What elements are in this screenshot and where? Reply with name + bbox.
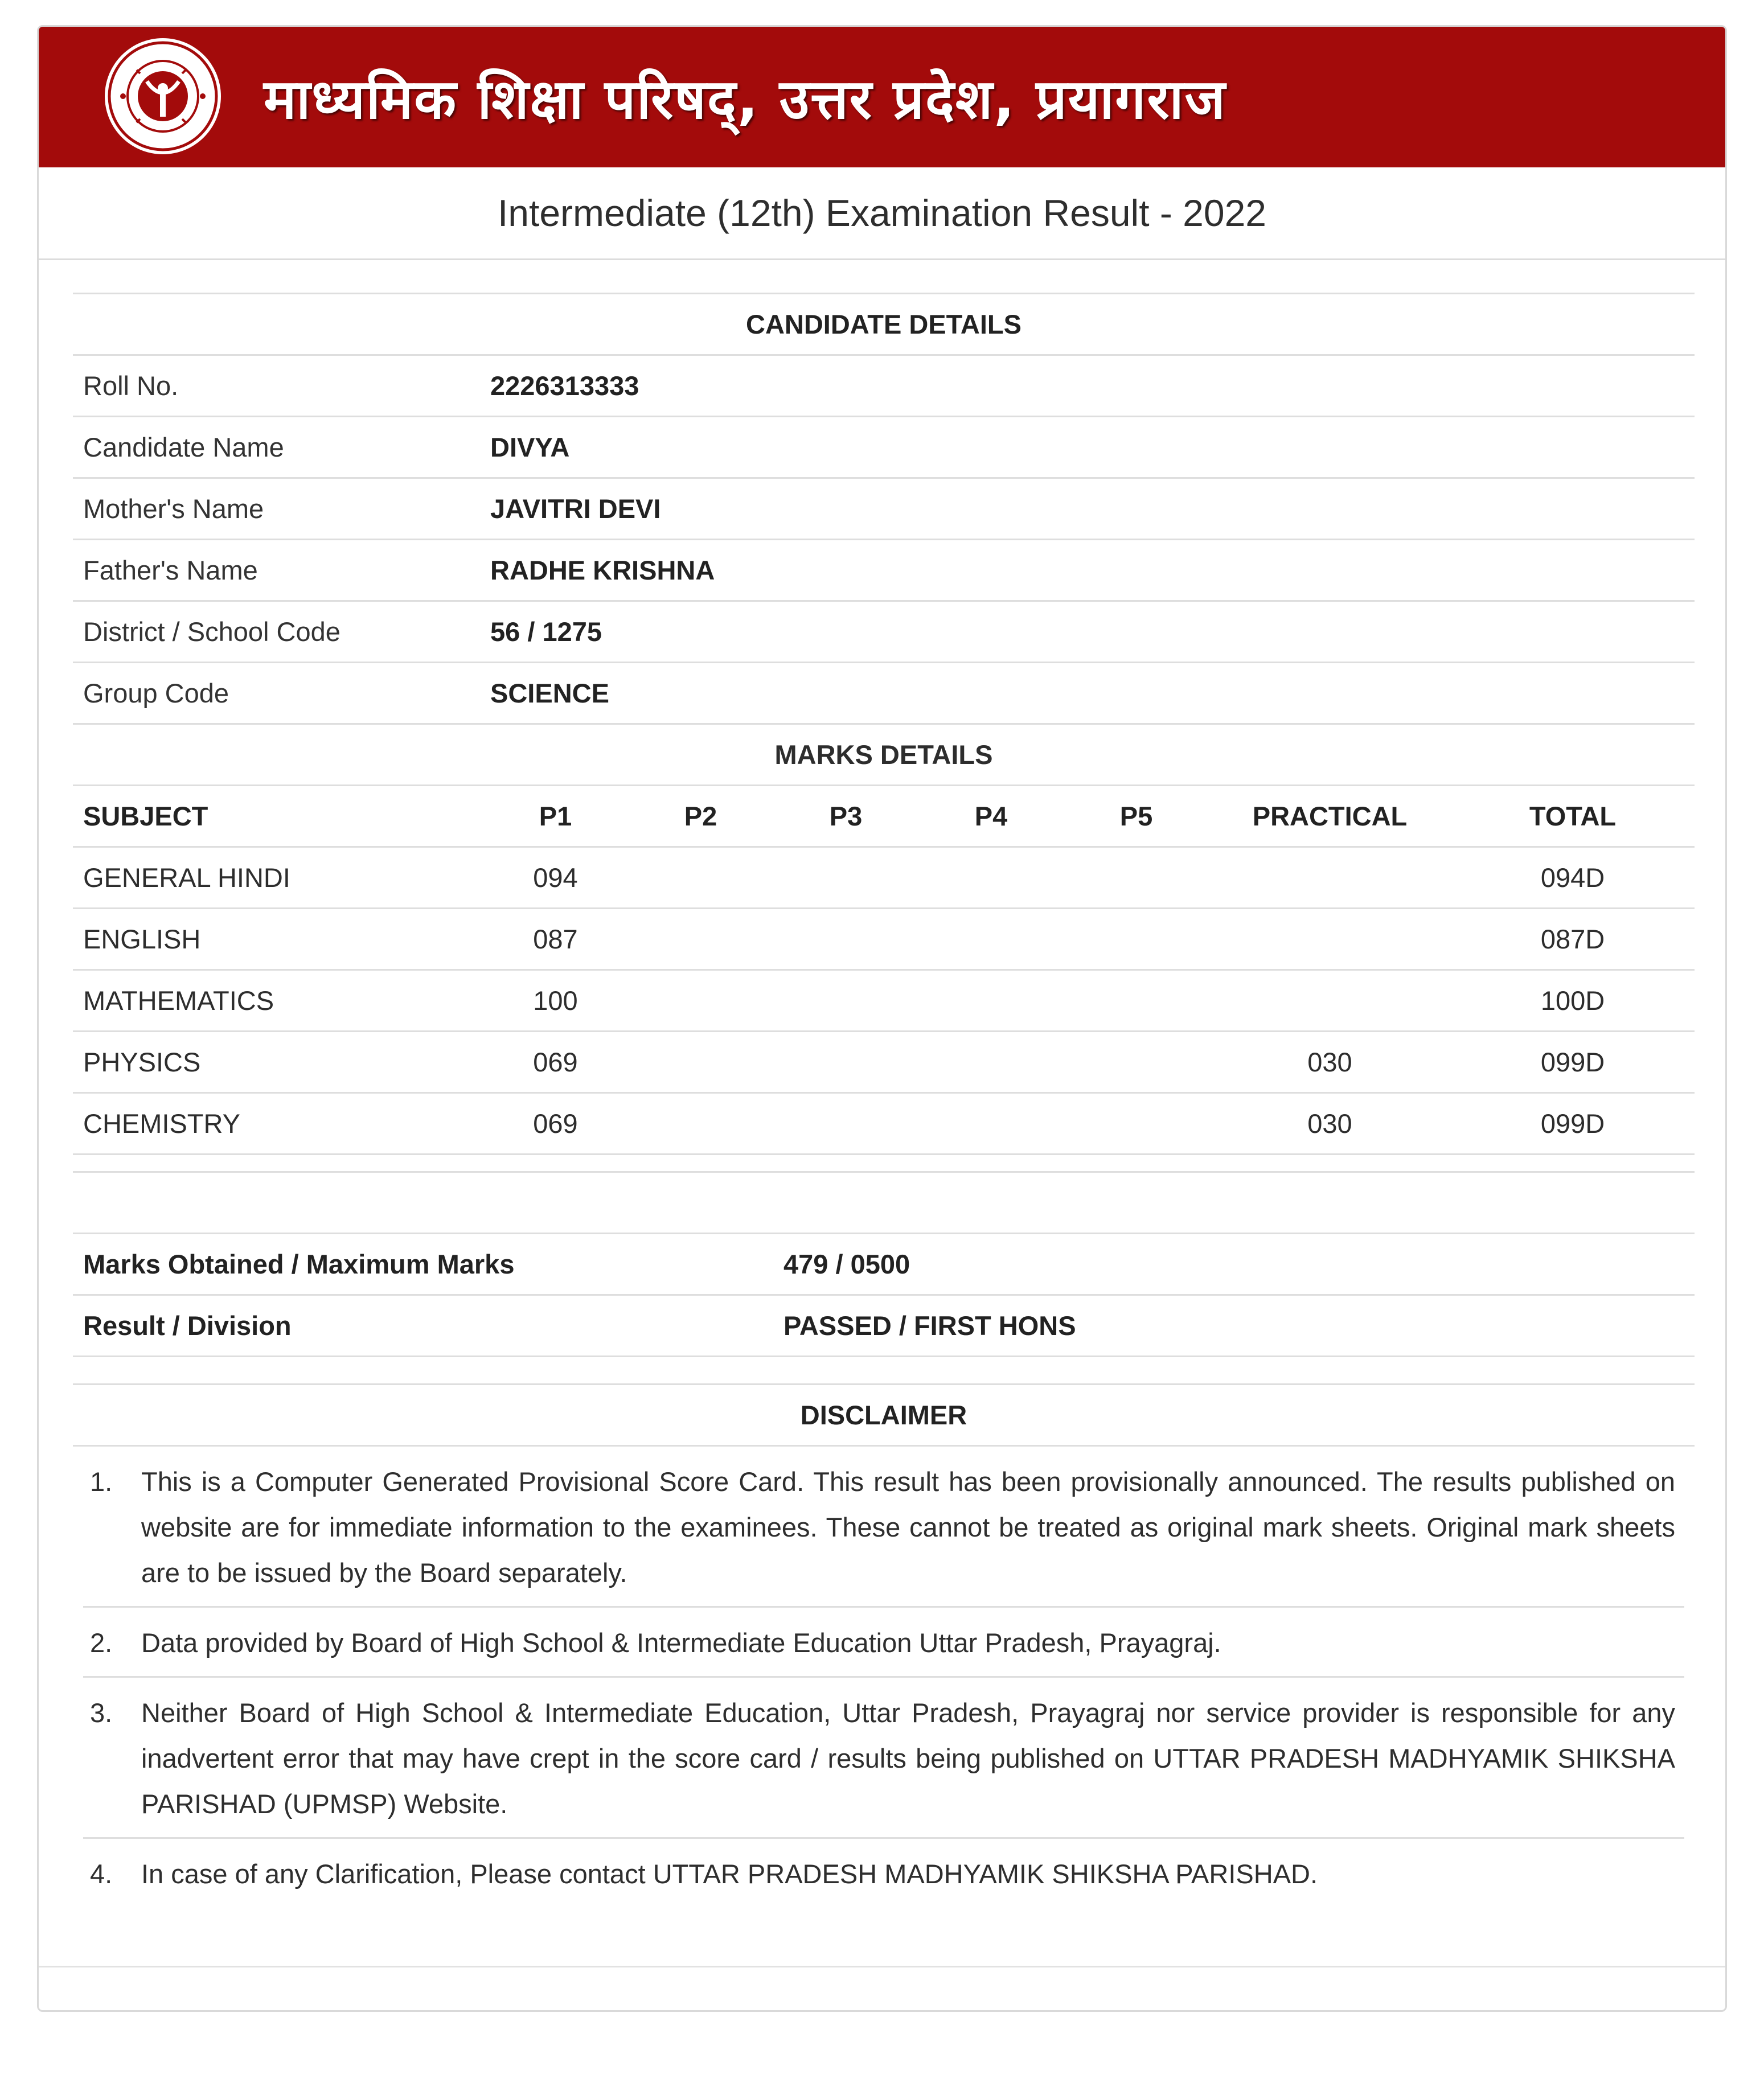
subject-cell: GENERAL HINDI xyxy=(73,847,483,909)
marks-obtained-label: Marks Obtained / Maximum Marks xyxy=(73,1234,773,1295)
result-division-label: Result / Division xyxy=(73,1295,773,1357)
detail-value: RADHE KRISHNA xyxy=(480,540,1695,601)
p5-cell xyxy=(1064,1093,1209,1155)
list-number: 4. xyxy=(90,1859,113,1889)
practical-cell xyxy=(1209,847,1451,909)
practical-cell xyxy=(1209,970,1451,1032)
detail-row-father-name xyxy=(73,540,1695,601)
subject-cell: CHEMISTRY xyxy=(73,1093,483,1155)
board-header xyxy=(39,27,1725,167)
column-header-total: TOTAL xyxy=(1451,786,1695,847)
p1-cell: 069 xyxy=(483,1032,628,1093)
total-cell: 100D xyxy=(1451,970,1695,1032)
p5-cell xyxy=(1064,847,1209,909)
p4-cell xyxy=(918,1032,1064,1093)
total-cell: 099D xyxy=(1451,1093,1695,1155)
table-row xyxy=(73,1032,1695,1093)
detail-label: District / School Code xyxy=(73,601,480,663)
p2-cell xyxy=(628,1032,773,1093)
table-row xyxy=(73,1093,1695,1155)
column-header-subject: SUBJECT xyxy=(73,786,483,847)
p2-cell xyxy=(628,847,773,909)
candidate-details-table xyxy=(73,293,1695,725)
detail-value: 2226313333 xyxy=(480,355,1695,417)
practical-cell: 030 xyxy=(1209,1032,1451,1093)
detail-value: DIVYA xyxy=(480,417,1695,478)
p5-cell xyxy=(1064,970,1209,1032)
detail-label: Mother's Name xyxy=(73,478,480,540)
column-header-p4: P4 xyxy=(918,786,1064,847)
exam-title: Intermediate (12th) Examination Result - 2022 xyxy=(39,167,1725,260)
list-number: 1. xyxy=(90,1466,113,1497)
subject-cell: ENGLISH xyxy=(73,909,483,970)
result-card xyxy=(37,25,1727,2012)
column-header-p3: P3 xyxy=(773,786,918,847)
result-division-value: PASSED / FIRST HONS xyxy=(773,1295,1695,1357)
disclaimer-list xyxy=(73,1447,1695,1907)
disclaimer-section xyxy=(73,1383,1695,1447)
p3-cell xyxy=(773,909,918,970)
total-cell: 087D xyxy=(1451,909,1695,970)
table-row xyxy=(73,847,1695,909)
list-item xyxy=(83,1608,1684,1678)
list-item xyxy=(83,1678,1684,1839)
subject-cell: MATHEMATICS xyxy=(73,970,483,1032)
result-summary-table xyxy=(73,1233,1695,1357)
divider xyxy=(73,1155,1695,1173)
list-item xyxy=(83,1447,1684,1608)
subject-cell: PHYSICS xyxy=(73,1032,483,1093)
detail-row-district-school-code xyxy=(73,601,1695,663)
detail-label: Group Code xyxy=(73,663,480,724)
detail-value: JAVITRI DEVI xyxy=(480,478,1695,540)
p3-cell xyxy=(773,847,918,909)
column-header-p2: P2 xyxy=(628,786,773,847)
p3-cell xyxy=(773,970,918,1032)
p2-cell xyxy=(628,970,773,1032)
detail-row-mother-name xyxy=(73,478,1695,540)
practical-cell: 030 xyxy=(1209,1093,1451,1155)
spacer xyxy=(73,1173,1695,1233)
column-header-p1: P1 xyxy=(483,786,628,847)
list-text: This is a Computer Generated Provisional Score Card. This result has been provisionally announced. The results published on website are for immediate information to the examinees. These cannot be treated as original mark sheets. Original mark sheets are to be issued by the Board separately. xyxy=(141,1466,1675,1588)
detail-row-candidate-name xyxy=(73,417,1695,478)
detail-value: SCIENCE xyxy=(480,663,1695,724)
column-header-practical: PRACTICAL xyxy=(1209,786,1451,847)
list-item xyxy=(83,1839,1684,1907)
p4-cell xyxy=(918,970,1064,1032)
list-number: 3. xyxy=(90,1698,113,1728)
p1-cell: 069 xyxy=(483,1093,628,1155)
p5-cell xyxy=(1064,909,1209,970)
summary-row-result xyxy=(73,1295,1695,1357)
upmsp-seal-icon xyxy=(102,36,223,157)
detail-row-group-code xyxy=(73,663,1695,724)
p2-cell xyxy=(628,909,773,970)
list-text: Neither Board of High School & Intermediate Education, Uttar Pradesh, Prayagraj nor service provider is responsible for any inadvertent error that may have crept in the score card / results being published on UTTAR PRADESH MADHYAMIK SHIKSHA PARISHAD (UPMSP) Website. xyxy=(141,1698,1675,1819)
p1-cell: 094 xyxy=(483,847,628,909)
practical-cell xyxy=(1209,909,1451,970)
detail-label: Father's Name xyxy=(73,540,480,601)
table-row xyxy=(73,970,1695,1032)
p5-cell xyxy=(1064,1032,1209,1093)
marks-header-row xyxy=(73,786,1695,847)
p4-cell xyxy=(918,847,1064,909)
p3-cell xyxy=(773,1032,918,1093)
detail-row-roll-no xyxy=(73,355,1695,417)
candidate-details-heading: CANDIDATE DETAILS xyxy=(73,294,1695,355)
marks-obtained-value: 479 / 0500 xyxy=(773,1234,1695,1295)
list-text: In case of any Clarification, Please contact UTTAR PRADESH MADHYAMIK SHIKSHA PARISHAD. xyxy=(141,1859,1318,1889)
footer-divider xyxy=(39,1966,1725,1967)
board-name: माध्यमिक शिक्षा परिषद्, उत्तर प्रदेश, प्रयागराज xyxy=(264,67,1226,131)
p4-cell xyxy=(918,1093,1064,1155)
summary-row-marks xyxy=(73,1234,1695,1295)
list-number: 2. xyxy=(90,1628,113,1658)
marks-details-heading: MARKS DETAILS xyxy=(73,725,1695,786)
total-cell: 099D xyxy=(1451,1032,1695,1093)
disclaimer-heading: DISCLAIMER xyxy=(73,1385,1695,1446)
detail-value: 56 / 1275 xyxy=(480,601,1695,663)
column-header-p5: P5 xyxy=(1064,786,1209,847)
marks-details-table xyxy=(73,725,1695,1155)
p2-cell xyxy=(628,1093,773,1155)
detail-label: Candidate Name xyxy=(73,417,480,478)
p4-cell xyxy=(918,909,1064,970)
list-text: Data provided by Board of High School & Intermediate Education Uttar Pradesh, Prayagraj. xyxy=(141,1628,1221,1658)
total-cell: 094D xyxy=(1451,847,1695,909)
table-row xyxy=(73,909,1695,970)
detail-label: Roll No. xyxy=(73,355,480,417)
p1-cell: 100 xyxy=(483,970,628,1032)
result-content xyxy=(73,293,1695,1907)
p1-cell: 087 xyxy=(483,909,628,970)
p3-cell xyxy=(773,1093,918,1155)
